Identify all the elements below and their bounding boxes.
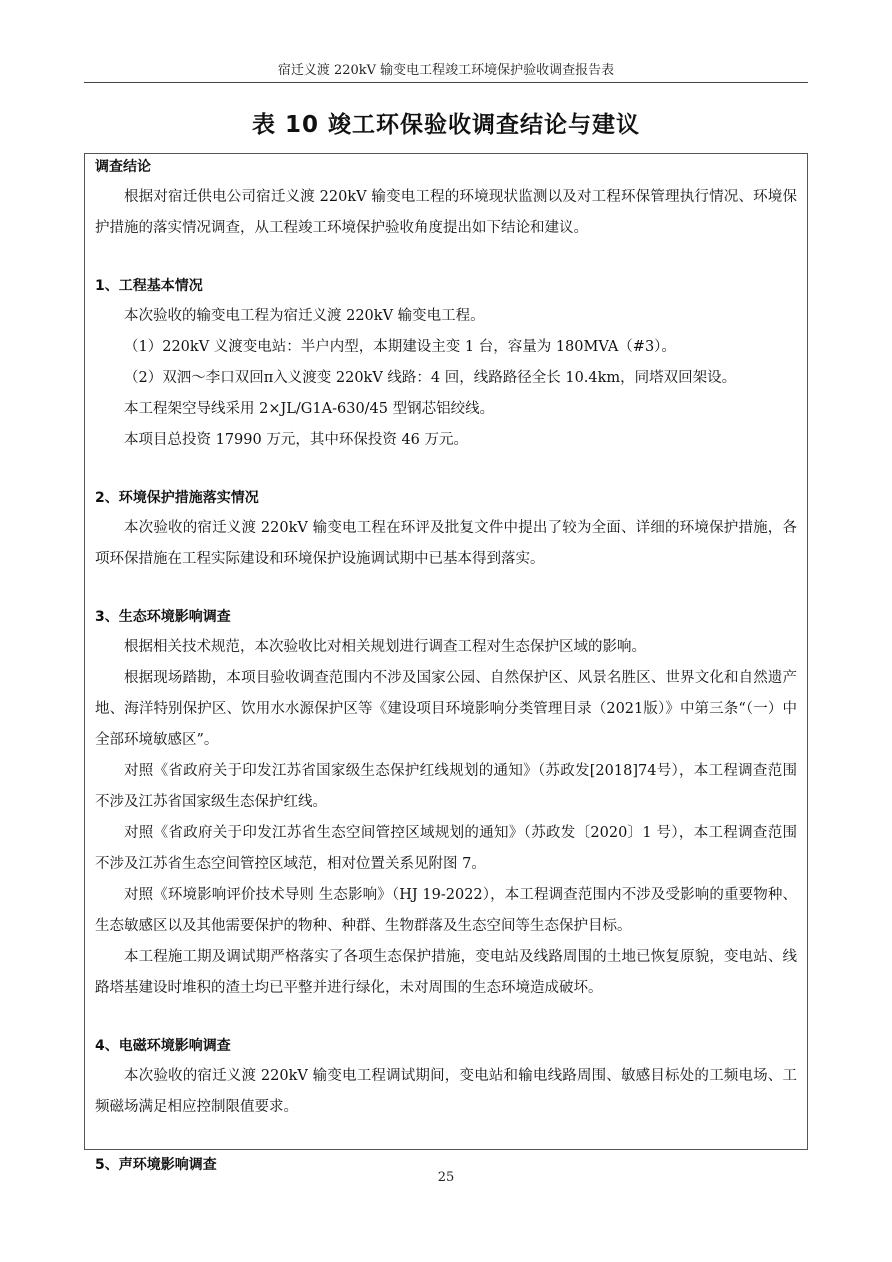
paragraph: 本次验收的输变电工程为宿迁义渡 220kV 输变电工程。	[124, 308, 485, 324]
page-number: 25	[437, 1170, 455, 1185]
section-heading-5: 5、声环境影响调查	[95, 1157, 217, 1173]
paragraph: 根据对宿迁供电公司宿迁义渡 220kV 输变电工程的环境现状监测以及对工程环保管理执行情况、环境保护措施的落实情况调查，从工程竣工环境保护验收角度提出如下结论和建议。	[95, 189, 797, 236]
section-heading-1: 1、工程基本情况	[95, 278, 203, 294]
conclusion-content	[85, 154, 807, 1176]
paragraph: （2）双泗～李口双回π入义渡变 220kV 线路：4 回，线路路径全长 10.4km，同塔双回架设。	[124, 370, 737, 386]
section-heading-2: 2、环境保护措施落实情况	[95, 490, 259, 506]
paragraph: 根据相关技术规范，本次验收比对相关规划进行调查工程对生态保护区域的影响。	[124, 639, 646, 655]
paragraph: 根据现场踏勘，本项目验收调查范围内不涉及国家公园、自然保护区、风景名胜区、世界文化和自然遗产地、海洋特别保护区、饮用水水源保护区等《建设项目环境影响分类管理目录（2021版）》中第三条“（一）中全部环境敏感区”。	[95, 670, 797, 748]
paragraph: 对照《省政府关于印发江苏省生态空间管控区域规划的通知》（苏政发〔2020〕1 号），本工程调查范围不涉及江苏省生态空间管控区域范，相对位置关系见附图 7。	[95, 825, 797, 872]
paragraph: 本次验收的宿迁义渡 220kV 输变电工程调试期间，变电站和输电线路周围、敏感目标处的工频电场、工频磁场满足相应控制限值要求。	[95, 1068, 797, 1115]
paragraph: 本次验收的宿迁义渡 220kV 输变电工程在环评及批复文件中提出了较为全面、详细的环境保护措施，各项环保措施在工程实际建设和环境保护设施调试期中已基本得到落实。	[95, 520, 797, 567]
paragraph: （1）220kV 义渡变电站：半户内型，本期建设主变 1 台，容量为 180MVA（#3）。	[124, 339, 676, 355]
paragraph: 本工程施工期及调试期严格落实了各项生态保护措施，变电站及线路周围的土地已恢复原貌，变电站、线路塔基建设时堆积的渣土均已平整并进行绿化，未对周围的生态环境造成破坏。	[95, 949, 797, 996]
page-header: 宿迁义渡 220kV 输变电工程竣工环境保护验收调查报告表	[84, 60, 808, 83]
section-heading-4: 4、电磁环境影响调查	[95, 1038, 231, 1054]
paragraph: 对照《省政府关于印发江苏省国家级生态保护红线规划的通知》（苏政发[2018]74号），本工程调查范围不涉及江苏省国家级生态保护红线。	[95, 763, 797, 810]
section-heading-3: 3、生态环境影响调查	[95, 609, 231, 625]
paragraph: 本工程架空导线采用 2×JL/G1A-630/45 型钢芯铝绞线。	[124, 401, 495, 417]
page-title: 表 10 竣工环保验收调查结论与建议	[251, 112, 641, 138]
paragraph: 对照《环境影响评价技术导则 生态影响》（HJ 19-2022），本工程调查范围内不涉及受影响的重要物种、生态敏感区以及其他需要保护的物种、种群、生物群落及生态空间等生态保护目标。	[95, 887, 797, 934]
conclusion-table	[84, 153, 808, 1173]
paragraph: 本项目总投资 17990 万元，其中环保投资 46 万元。	[124, 432, 469, 448]
section-heading-conclusion: 调查结论	[95, 159, 151, 175]
